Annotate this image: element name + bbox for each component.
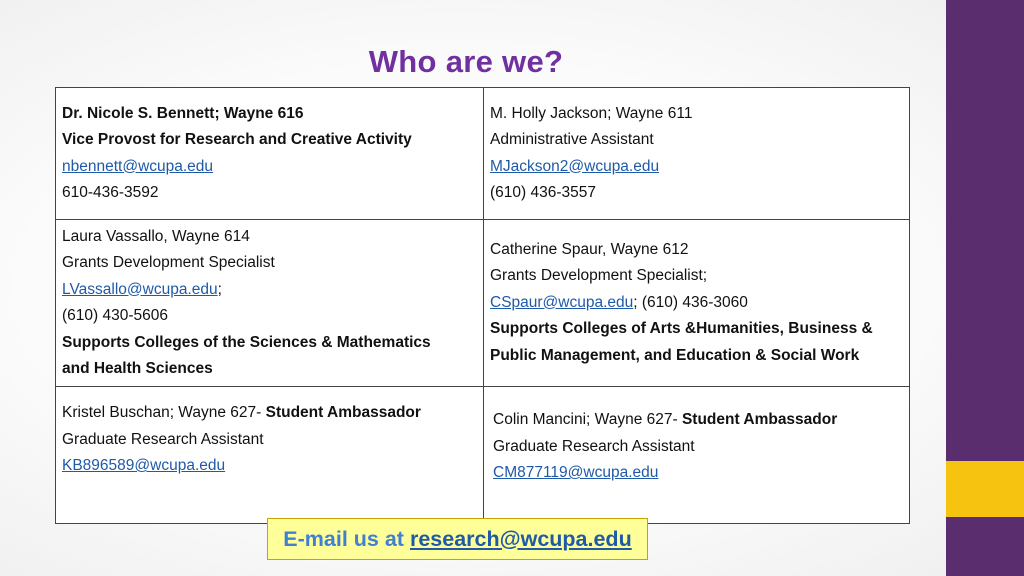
staff-email-link[interactable]: CSpaur@wcupa.edu — [490, 293, 634, 311]
supports-colleges-line-2: Public Management, and Education & Social Work — [490, 346, 860, 364]
table-row — [56, 220, 910, 387]
staff-cell-vassallo — [56, 220, 484, 387]
staff-role: Grants Development Specialist — [62, 254, 275, 271]
staff-role: Graduate Research Assistant — [493, 437, 695, 455]
page-title: Who are we? — [368, 44, 564, 79]
staff-phone: 610-436-3592 — [62, 184, 159, 201]
supports-colleges-line-2: and Health Sciences — [62, 360, 213, 377]
table-row — [56, 387, 910, 524]
staff-role: Vice Provost for Research and Creative Activity — [62, 131, 412, 148]
staff-name: Kristel Buschan; Wayne 627- — [62, 404, 266, 421]
staff-cell-spaur — [484, 220, 910, 387]
staff-name: Colin Mancini; Wayne 627- — [493, 411, 682, 428]
staff-email-link[interactable]: LVassallo@wcupa.edu — [62, 280, 218, 298]
staff-role: Administrative Assistant — [490, 131, 654, 148]
staff-cell-jackson — [484, 88, 910, 220]
staff-name: Dr. Nicole S. Bennett; Wayne 616 — [62, 104, 304, 122]
staff-cell-bennett — [56, 88, 484, 220]
staff-phone: (610) 436-3557 — [490, 184, 596, 201]
staff-role: Grants Development Specialist; — [490, 267, 708, 285]
staff-name: Laura Vassallo, Wayne 614 — [62, 227, 250, 245]
staff-email-link[interactable]: CM877119@wcupa.edu — [493, 464, 659, 481]
staff-name: M. Holly Jackson; Wayne 611 — [490, 104, 693, 122]
staff-phone: (610) 430-5606 — [62, 307, 168, 324]
staff-email-link[interactable]: MJackson2@wcupa.edu — [490, 157, 660, 175]
staff-role: Graduate Research Assistant — [62, 430, 264, 448]
student-ambassador-label: Student Ambassador — [265, 404, 421, 421]
staff-directory-table — [55, 87, 910, 524]
supports-colleges-line-1: Supports Colleges of the Sciences & Mathematics — [62, 333, 431, 351]
gold-accent-block — [946, 461, 1024, 517]
research-email-link[interactable]: research@wcupa.edu — [409, 526, 632, 551]
staff-email-link[interactable]: nbennett@wcupa.edu — [62, 157, 214, 175]
email-us-label: E-mail us at — [283, 526, 404, 551]
student-ambassador-label: Student Ambassador — [681, 411, 838, 428]
contact-email-box — [267, 518, 648, 560]
supports-colleges-line-1: Supports Colleges of Arts &Humanities, Business & — [490, 320, 873, 338]
right-accent-bar — [946, 0, 1024, 576]
staff-name: Catherine Spaur, Wayne 612 — [490, 240, 689, 258]
staff-cell-mancini — [484, 387, 910, 524]
email-suffix: ; — [217, 280, 222, 298]
staff-email-link[interactable]: KB896589@wcupa.edu — [62, 457, 226, 474]
staff-cell-buschan — [56, 387, 484, 524]
email-suffix-phone: ; (610) 436-3060 — [633, 293, 748, 311]
table-row — [56, 88, 910, 220]
